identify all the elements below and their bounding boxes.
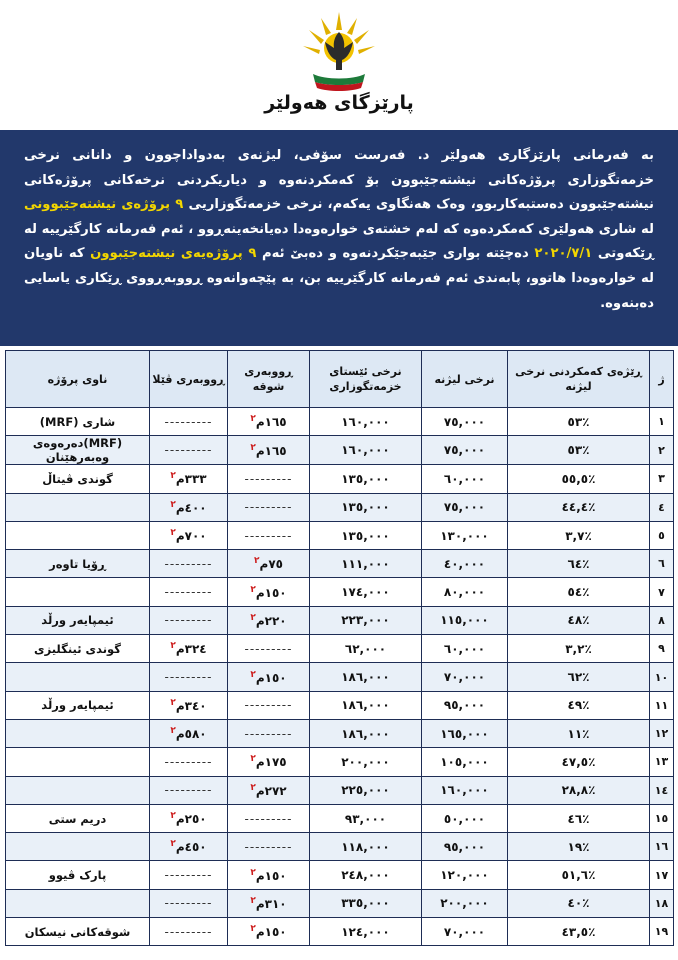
cell-current-price: ٢٠٠,٠٠٠ [310, 748, 422, 776]
cell-committee-price: ١٦٥,٠٠٠ [422, 719, 508, 747]
table-row [6, 635, 674, 663]
cell-reduction-rate: ٪٤٧,٥ [508, 748, 650, 776]
kurdistan-region-emblem-icon [295, 8, 383, 96]
cell-villa-area [150, 918, 228, 946]
square-superscript: ٢ [254, 556, 260, 567]
cell-current-price: ١٨٦,٠٠٠ [310, 691, 422, 719]
cell-villa-area [150, 719, 228, 747]
area-value: ١٥٠م [255, 670, 287, 685]
cell-current-price: ١٨٦,٠٠٠ [310, 663, 422, 691]
cell-apartment-area [228, 521, 310, 549]
area-value: ١٥٠م [255, 868, 287, 883]
cell-villa-area [150, 748, 228, 776]
cell-project-name: ئیمپایەر ورڵد [6, 691, 150, 719]
area-value: ٣٤٠م [175, 698, 207, 713]
square-superscript: ٢ [250, 782, 256, 793]
row-index: ٢ [650, 436, 674, 465]
cell-reduction-rate: ٪١١ [508, 719, 650, 747]
cell-villa-area [150, 804, 228, 832]
cell-current-price: ١٦٠,٠٠٠ [310, 408, 422, 436]
banner-text-4: کە ناویان لە خوارەوەدا هاتوو، پابەندی ئەم فەرمانە کارگێرییە بن، بە پێچەوانەوە ڕووبەڕووی ڕێکاری یاسایی دەبنەوە. [24, 246, 654, 311]
cell-villa-area [150, 663, 228, 691]
cell-committee-price: ٦٠,٠٠٠ [422, 465, 508, 493]
cell-project-name [6, 833, 150, 861]
cell-project-name: گوندی ڤیتاڵ [6, 465, 150, 493]
cell-apartment-area [228, 833, 310, 861]
cell-committee-price: ١٠٥,٠٠٠ [422, 748, 508, 776]
square-superscript: ٢ [250, 669, 256, 680]
cell-villa-area [150, 889, 228, 917]
banner-text-1: بە فەرمانی پارێزگاری هەولێر د. فەرست سۆفی، لیژنەی بەدواداچوون و دانانی نرخی خزمەتگوزاری پرۆژەکانی نیشتەجێبوون بۆ کەمکردنەوە و دیاریکردنی نرخەکانی پرۆژەکانی نیشتەجێبوون دەستبەکاربوو، وەک هەنگاوی یەکەم، نرخی خزمەتگوزاریی [24, 148, 654, 213]
empty-cell-dashes: --------- [244, 471, 293, 486]
banner-highlight-projects: ٩ پرۆژەی نیشتەجێبوونی [24, 197, 184, 213]
row-index: ٤ [650, 493, 674, 521]
row-index: ٧ [650, 578, 674, 606]
cell-villa-area [150, 635, 228, 663]
table-row [6, 804, 674, 832]
empty-cell-dashes: --------- [164, 924, 213, 939]
empty-cell-dashes: --------- [244, 811, 293, 826]
price-table [5, 350, 674, 946]
area-value: ٧٥م [259, 557, 283, 572]
cell-apartment-area [228, 719, 310, 747]
row-index: ١٧ [650, 861, 674, 889]
area-value: ٥٨٠م [175, 727, 207, 742]
cell-villa-area [150, 833, 228, 861]
square-superscript: ٢ [250, 414, 256, 425]
cell-committee-price: ٧٥,٠٠٠ [422, 408, 508, 436]
empty-cell-dashes: --------- [244, 500, 293, 515]
cell-reduction-rate: ٪٤٩ [508, 691, 650, 719]
cell-project-name: (MRF)دەرەوەی وەبەرهێنان [6, 436, 150, 465]
cell-project-name [6, 521, 150, 549]
cell-project-name: شاری (MRF) [6, 408, 150, 436]
cell-apartment-area [228, 436, 310, 465]
cell-reduction-rate: ٪٤٨ [508, 606, 650, 634]
cell-current-price: ١١٨,٠٠٠ [310, 833, 422, 861]
cell-reduction-rate: ٪٥٣ [508, 436, 650, 465]
cell-reduction-rate: ٪٢٨,٨ [508, 776, 650, 804]
cell-committee-price: ١٣٠,٠٠٠ [422, 521, 508, 549]
row-index: ١١ [650, 691, 674, 719]
cell-committee-price: ١٢٠,٠٠٠ [422, 861, 508, 889]
empty-cell-dashes: --------- [244, 698, 293, 713]
cell-current-price: ٦٢,٠٠٠ [310, 635, 422, 663]
cell-project-name [6, 776, 150, 804]
cell-reduction-rate: ٪٤٤,٤ [508, 493, 650, 521]
area-value: ٣٢٤م [175, 642, 207, 657]
banner-highlight-projects-2: ٩ پرۆژەیەی نیشتەجێبوون [90, 246, 257, 262]
cell-committee-price: ٩٥,٠٠٠ [422, 833, 508, 861]
cell-apartment-area [228, 748, 310, 776]
square-superscript: ٢ [250, 442, 256, 453]
cell-villa-area [150, 578, 228, 606]
square-superscript: ٢ [250, 754, 256, 765]
cell-villa-area [150, 861, 228, 889]
cell-apartment-area [228, 408, 310, 436]
header-reduction-rate: ڕێژەی کەمکردنی نرخی لیژنە [508, 351, 650, 408]
table-row [6, 833, 674, 861]
area-value: ١٥٠م [255, 925, 287, 940]
cell-committee-price: ٧٥,٠٠٠ [422, 436, 508, 465]
cell-current-price: ١٨٦,٠٠٠ [310, 719, 422, 747]
cell-villa-area [150, 776, 228, 804]
banner-highlight-date: ٢٠٢٠/٧/١ [534, 246, 593, 262]
cell-project-name [6, 719, 150, 747]
cell-project-name [6, 663, 150, 691]
cell-project-name [6, 748, 150, 776]
cell-reduction-rate: ٪٦٢ [508, 663, 650, 691]
cell-apartment-area [228, 606, 310, 634]
cell-villa-area [150, 691, 228, 719]
row-index: ١٨ [650, 889, 674, 917]
row-index: ٩ [650, 635, 674, 663]
cell-apartment-area [228, 635, 310, 663]
row-index: ١٤ [650, 776, 674, 804]
cell-apartment-area [228, 776, 310, 804]
cell-apartment-area [228, 861, 310, 889]
cell-reduction-rate: ٪٦٤ [508, 550, 650, 578]
cell-reduction-rate: ٪٣,٧ [508, 521, 650, 549]
cell-current-price: ٢٢٥,٠٠٠ [310, 776, 422, 804]
square-superscript: ٢ [250, 584, 256, 595]
cell-current-price: ١٢٤,٠٠٠ [310, 918, 422, 946]
cell-current-price: ١٣٥,٠٠٠ [310, 493, 422, 521]
cell-committee-price: ٦٠,٠٠٠ [422, 635, 508, 663]
cell-committee-price: ٤٠,٠٠٠ [422, 550, 508, 578]
cell-reduction-rate: ٪٥٣ [508, 408, 650, 436]
area-value: ٢٧٢م [255, 783, 287, 798]
page-header [0, 0, 678, 128]
table-row [6, 436, 674, 465]
empty-cell-dashes: --------- [164, 585, 213, 600]
square-superscript: ٢ [170, 499, 176, 510]
announcement-banner [0, 130, 678, 346]
empty-cell-dashes: --------- [164, 613, 213, 628]
cell-project-name: ئیمپایەر ورڵد [6, 606, 150, 634]
table-row [6, 691, 674, 719]
cell-apartment-area [228, 578, 310, 606]
cell-current-price: ٩٣,٠٠٠ [310, 804, 422, 832]
cell-reduction-rate: ٪٤٦ [508, 804, 650, 832]
cell-villa-area [150, 436, 228, 465]
row-index: ١٠ [650, 663, 674, 691]
area-value: ٧٠٠م [175, 529, 207, 544]
cell-committee-price: ١١٥,٠٠٠ [422, 606, 508, 634]
table-row [6, 521, 674, 549]
cell-project-name [6, 493, 150, 521]
cell-villa-area [150, 550, 228, 578]
header-villa-area: ڕووبەری ڤێلا [150, 351, 228, 408]
cell-committee-price: ٧٠,٠٠٠ [422, 663, 508, 691]
page-title: پارێزگای هەولێر [264, 92, 414, 114]
cell-committee-price: ٢٠٠,٠٠٠ [422, 889, 508, 917]
square-superscript: ٢ [250, 612, 256, 623]
area-value: ٣٣٣م [175, 472, 207, 487]
cell-current-price: ٢٤٨,٠٠٠ [310, 861, 422, 889]
cell-committee-price: ٩٥,٠٠٠ [422, 691, 508, 719]
area-value: ١٦٥م [255, 415, 287, 430]
cell-current-price: ١٦٠,٠٠٠ [310, 436, 422, 465]
empty-cell-dashes: --------- [164, 556, 213, 571]
empty-cell-dashes: --------- [164, 443, 213, 458]
area-value: ٤٥٠م [175, 840, 207, 855]
cell-project-name [6, 889, 150, 917]
cell-current-price: ١١١,٠٠٠ [310, 550, 422, 578]
cell-villa-area [150, 521, 228, 549]
row-index: ١٢ [650, 719, 674, 747]
table-row [6, 719, 674, 747]
cell-committee-price: ٧٠,٠٠٠ [422, 918, 508, 946]
cell-reduction-rate: ٪٤٣,٥ [508, 918, 650, 946]
cell-villa-area [150, 408, 228, 436]
table-header-row [6, 351, 674, 408]
cell-reduction-rate: ٪٥١,٦ [508, 861, 650, 889]
cell-apartment-area [228, 889, 310, 917]
cell-reduction-rate: ٪٤٠ [508, 889, 650, 917]
cell-reduction-rate: ٪١٩ [508, 833, 650, 861]
empty-cell-dashes: --------- [164, 783, 213, 798]
empty-cell-dashes: --------- [244, 839, 293, 854]
cell-committee-price: ٥٠,٠٠٠ [422, 804, 508, 832]
cell-current-price: ١٣٥,٠٠٠ [310, 465, 422, 493]
cell-apartment-area [228, 663, 310, 691]
table-row [6, 578, 674, 606]
cell-committee-price: ٧٥,٠٠٠ [422, 493, 508, 521]
empty-cell-dashes: --------- [244, 726, 293, 741]
empty-cell-dashes: --------- [164, 670, 213, 685]
cell-project-name: شوقەکانی نیسکان [6, 918, 150, 946]
price-table-container [0, 350, 678, 960]
header-index: ژ [650, 351, 674, 408]
table-row [6, 861, 674, 889]
empty-cell-dashes: --------- [164, 868, 213, 883]
cell-apartment-area [228, 550, 310, 578]
cell-apartment-area [228, 918, 310, 946]
banner-text-3: دەچێتە بواری جێبەجێکردنەوە و دەبێ ئەم [262, 246, 529, 262]
square-superscript: ٢ [250, 867, 256, 878]
header-committee-price: نرخی لیژنە [422, 351, 508, 408]
cell-project-name: گوندی ئینگلیزی [6, 635, 150, 663]
empty-cell-dashes: --------- [164, 754, 213, 769]
table-row [6, 550, 674, 578]
table-row [6, 493, 674, 521]
cell-apartment-area [228, 493, 310, 521]
cell-project-name [6, 578, 150, 606]
empty-cell-dashes: --------- [164, 896, 213, 911]
row-index: ١٣ [650, 748, 674, 776]
square-superscript: ٢ [250, 924, 256, 935]
cell-project-name: پارک ڤیوو [6, 861, 150, 889]
cell-committee-price: ١٦٠,٠٠٠ [422, 776, 508, 804]
row-index: ١ [650, 408, 674, 436]
table-body [6, 408, 674, 946]
cell-villa-area [150, 606, 228, 634]
cell-project-name: دریم ستی [6, 804, 150, 832]
cell-current-price: ٣٣٥,٠٠٠ [310, 889, 422, 917]
square-superscript: ٢ [170, 839, 176, 850]
area-value: ١٧٥م [255, 755, 287, 770]
empty-cell-dashes: --------- [164, 414, 213, 429]
square-superscript: ٢ [170, 528, 176, 539]
table-row [6, 748, 674, 776]
square-superscript: ٢ [170, 726, 176, 737]
area-value: ٣١٠م [255, 896, 287, 911]
row-index: ١٦ [650, 833, 674, 861]
cell-villa-area [150, 493, 228, 521]
table-row [6, 408, 674, 436]
cell-apartment-area [228, 804, 310, 832]
row-index: ٥ [650, 521, 674, 549]
cell-reduction-rate: ٪٥٥,٥ [508, 465, 650, 493]
cell-committee-price: ٨٠,٠٠٠ [422, 578, 508, 606]
area-value: ٤٠٠م [175, 500, 207, 515]
area-value: ١٥٠م [255, 585, 287, 600]
area-value: ١٦٥م [255, 443, 287, 458]
header-apartment-area: ڕووبەری شوقە [228, 351, 310, 408]
row-index: ١٥ [650, 804, 674, 832]
cell-villa-area [150, 465, 228, 493]
cell-apartment-area [228, 465, 310, 493]
row-index: ٣ [650, 465, 674, 493]
banner-text-2: لە شاری هەولێری کەمکردەوە کە لەم خشتەی خوارەوەدا دەیانخەینەڕوو ، ئەم فەرمانە کارگێرییە لە ڕێکەوتی [24, 221, 654, 262]
cell-current-price: ٢٢٣,٠٠٠ [310, 606, 422, 634]
cell-reduction-rate: ٪٣,٢ [508, 635, 650, 663]
square-superscript: ٢ [170, 811, 176, 821]
table-row [6, 663, 674, 691]
cell-apartment-area [228, 691, 310, 719]
square-superscript: ٢ [250, 895, 256, 906]
area-value: ٢٥٠م [175, 812, 207, 826]
table-row [6, 606, 674, 634]
header-project-name: ناوی پرۆژە [6, 351, 150, 408]
empty-cell-dashes: --------- [244, 641, 293, 656]
row-index: ٨ [650, 606, 674, 634]
table-row [6, 776, 674, 804]
empty-cell-dashes: --------- [244, 528, 293, 543]
cell-project-name: ڕۆیا تاوەر [6, 550, 150, 578]
table-row [6, 918, 674, 946]
cell-current-price: ١٣٥,٠٠٠ [310, 521, 422, 549]
square-superscript: ٢ [170, 471, 176, 482]
table-row [6, 465, 674, 493]
area-value: ٢٢٠م [255, 613, 287, 628]
square-superscript: ٢ [170, 697, 176, 708]
row-index: ٦ [650, 550, 674, 578]
cell-current-price: ١٧٤,٠٠٠ [310, 578, 422, 606]
header-current-price: نرخی ئێستای خزمەتگوزاری [310, 351, 422, 408]
cell-reduction-rate: ٪٥٤ [508, 578, 650, 606]
square-superscript: ٢ [170, 641, 176, 652]
row-index: ١٩ [650, 918, 674, 946]
table-row [6, 889, 674, 917]
